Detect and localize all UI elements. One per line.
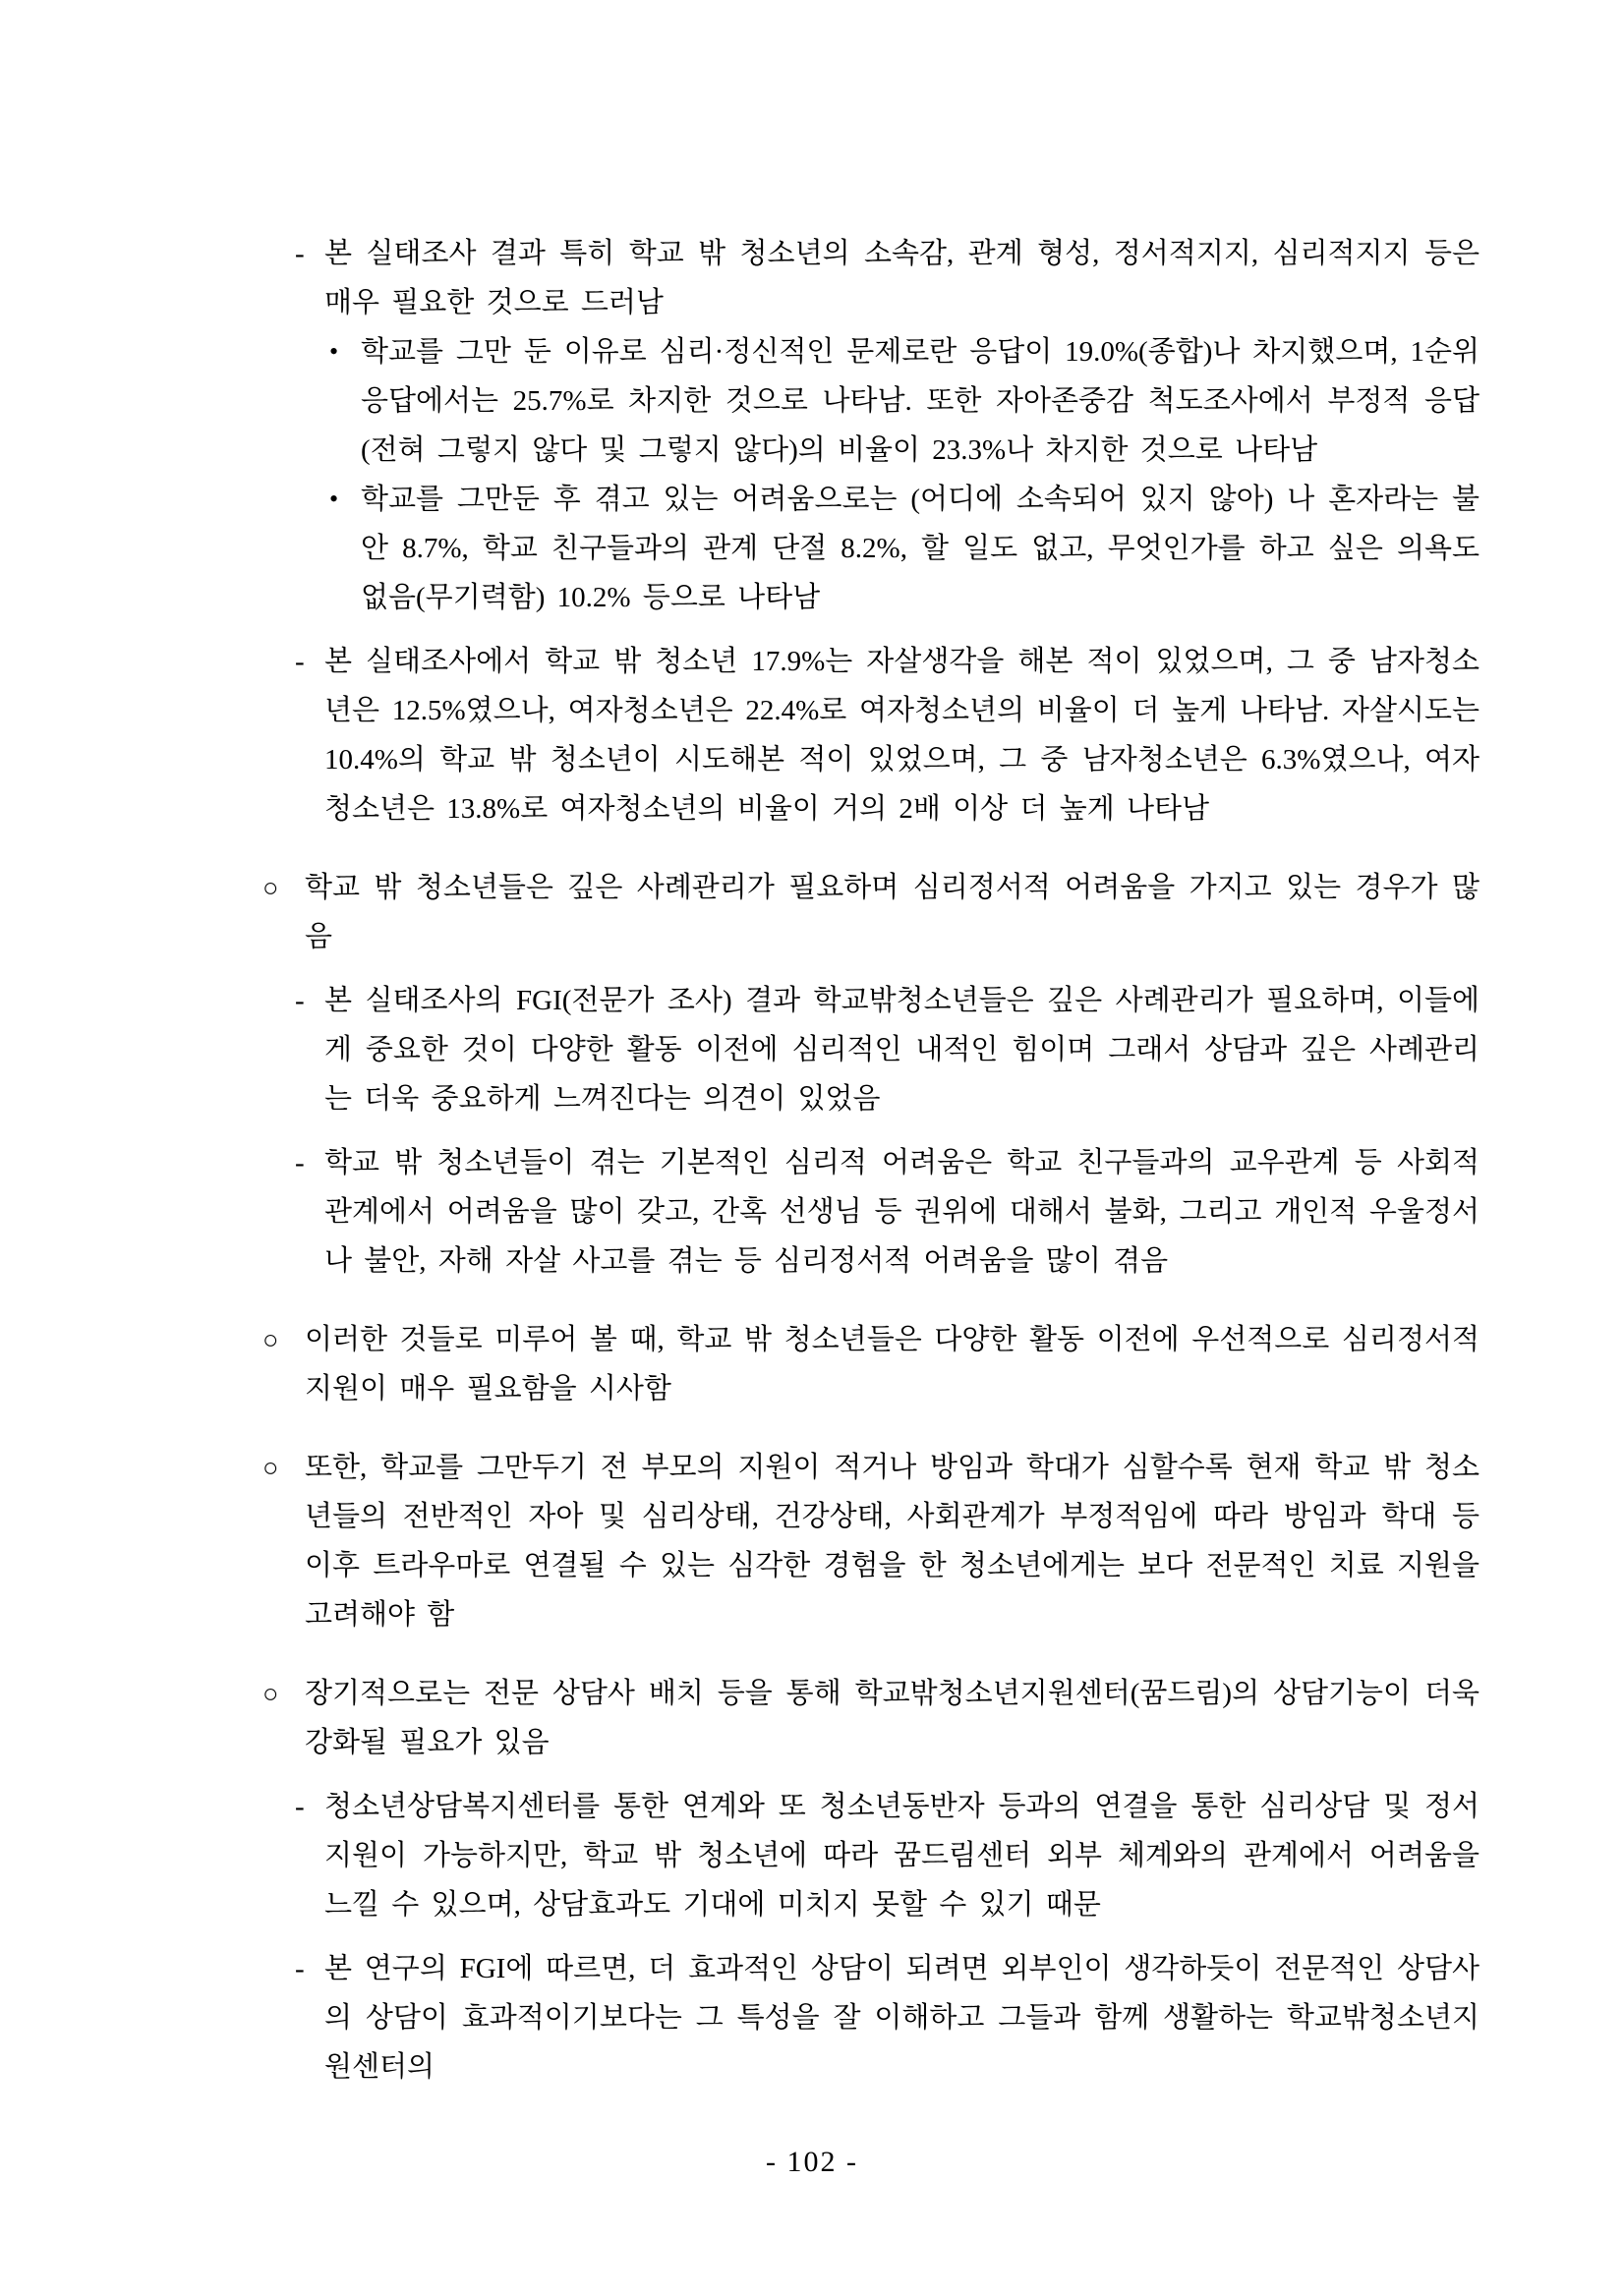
list-item-text: 장기적으로는 전문 상담사 배치 등을 통해 학교밖청소년지원센터(꿈드림)의 상담기능이 더욱 강화될 필요가 있음 xyxy=(305,1678,1479,1758)
list-item xyxy=(262,1944,1479,2092)
dot-bullet-marker: • xyxy=(329,337,339,366)
document-body xyxy=(262,229,1479,2092)
dot-bullet-marker: • xyxy=(329,485,339,513)
list-item xyxy=(262,637,1479,833)
list-item xyxy=(262,1669,1479,1767)
dash-bullet-marker: - xyxy=(295,646,305,677)
list-item-text: 본 실태조사에서 학교 밖 청소년 17.9%는 자살생각을 해본 적이 있었으며, 그 중 남자청소년은 12.5%였으나, 여자청소년은 22.4%로 여자청소년의 비율이 더 높게 나타남. 자살시도는 10.4%의 학교 밖 청소년이 시도해본 적이 있었으며, 그 중 남자청소년은 6.3%였으나, 여자청소년은 13.8%로 여자청소년의 비율이 거의 2배 이상 더 높게 나타남 xyxy=(324,646,1479,825)
list-item-text: 학교 밖 청소년들은 깊은 사례관리가 필요하며 심리정서적 어려움을 가지고 있는 경우가 많음 xyxy=(305,872,1479,952)
list-item-text: 학교 밖 청소년들이 겪는 기본적인 심리적 어려움은 학교 친구들과의 교우관계 등 사회적 관계에서 어려움을 많이 갖고, 간혹 선생님 등 권위에 대해서 불화, 그리고 개인적 우울정서나 불안, 자해 자살 사고를 겪는 등 심리정서적 어려움을 많이 겪음 xyxy=(324,1147,1479,1277)
list-item xyxy=(262,1782,1479,1929)
list-item xyxy=(262,229,1479,327)
list-item-text: 청소년상담복지센터를 통한 연계와 또 청소년동반자 등과의 연결을 통한 심리상담 및 정서지원이 가능하지만, 학교 밖 청소년에 따라 꿈드림센터 외부 체계와의 관계에서 어려움을 느낄 수 있으며, 상담효과도 기대에 미치지 못할 수 있기 때문 xyxy=(324,1791,1479,1921)
page-number: - 102 - xyxy=(766,2146,858,2178)
list-item xyxy=(262,863,1479,961)
circle-bullet-marker: ○ xyxy=(262,1325,279,1354)
list-item-text: 본 실태조사의 FGI(전문가 조사) 결과 학교밖청소년들은 깊은 사례관리가 필요하며, 이들에게 중요한 것이 다양한 활동 이전에 심리적인 내적인 힘이며 그래서 상담과 깊은 사례관리는 더욱 중요하게 느껴진다는 의견이 있었음 xyxy=(324,985,1479,1115)
list-item-text: 또한, 학교를 그만두기 전 부모의 지원이 적거나 방임과 학대가 심할수록 현재 학교 밖 청소년들의 전반적인 자아 및 심리상태, 건강상태, 사회관계가 부정적임에 따라 방임과 학대 등 이후 트라우마로 연결될 수 있는 심각한 경험을 한 청소년에게는 보다 전문적인 치료 지원을 고려해야 함 xyxy=(305,1452,1479,1631)
circle-bullet-marker: ○ xyxy=(262,1453,279,1482)
dash-bullet-marker: - xyxy=(295,1791,305,1822)
dash-bullet-marker: - xyxy=(295,1953,305,1984)
list-item xyxy=(262,1138,1479,1286)
list-item-text: 본 실태조사 결과 특히 학교 밖 청소년의 소속감, 관계 형성, 정서적지지, 심리적지지 등은 매우 필요한 것으로 드러남 xyxy=(324,238,1479,318)
list-item xyxy=(262,475,1479,622)
list-item xyxy=(262,327,1479,475)
list-item-text: 본 연구의 FGI에 따르면, 더 효과적인 상담이 되려면 외부인이 생각하듯이 전문적인 상담사의 상담이 효과적이기보다는 그 특성을 잘 이해하고 그들과 함께 생활하는 학교밖청소년지원센터의 xyxy=(324,1953,1479,2083)
list-item-text: 학교를 그만둔 후 겪고 있는 어려움으로는 (어디에 소속되어 있지 않아) 나 혼자라는 불안 8.7%, 학교 친구들과의 관계 단절 8.2%, 할 일도 없고, 무엇인가를 하고 싶은 의욕도 없음(무기력함) 10.2% 등으로 나타남 xyxy=(361,484,1479,613)
dash-bullet-marker: - xyxy=(295,238,305,269)
list-item-text: 이러한 것들로 미루어 볼 때, 학교 밖 청소년들은 다양한 활동 이전에 우선적으로 심리정서적 지원이 매우 필요함을 시사함 xyxy=(305,1324,1479,1405)
circle-bullet-marker: ○ xyxy=(262,1679,279,1708)
list-item xyxy=(262,976,1479,1123)
dash-bullet-marker: - xyxy=(295,985,305,1016)
circle-bullet-marker: ○ xyxy=(262,873,279,902)
list-item xyxy=(262,1315,1479,1413)
list-item xyxy=(262,1443,1479,1639)
dash-bullet-marker: - xyxy=(295,1147,305,1178)
list-item-text: 학교를 그만 둔 이유로 심리·정신적인 문제로란 응답이 19.0%(종합)나 차지했으며, 1순위 응답에서는 25.7%로 차지한 것으로 나타남. 또한 자아존중감 척도조사에서 부정적 응답(전혀 그렇지 않다 및 그렇지 않다)의 비율이 23.3%나 차지한 것으로 나타남 xyxy=(361,336,1479,466)
